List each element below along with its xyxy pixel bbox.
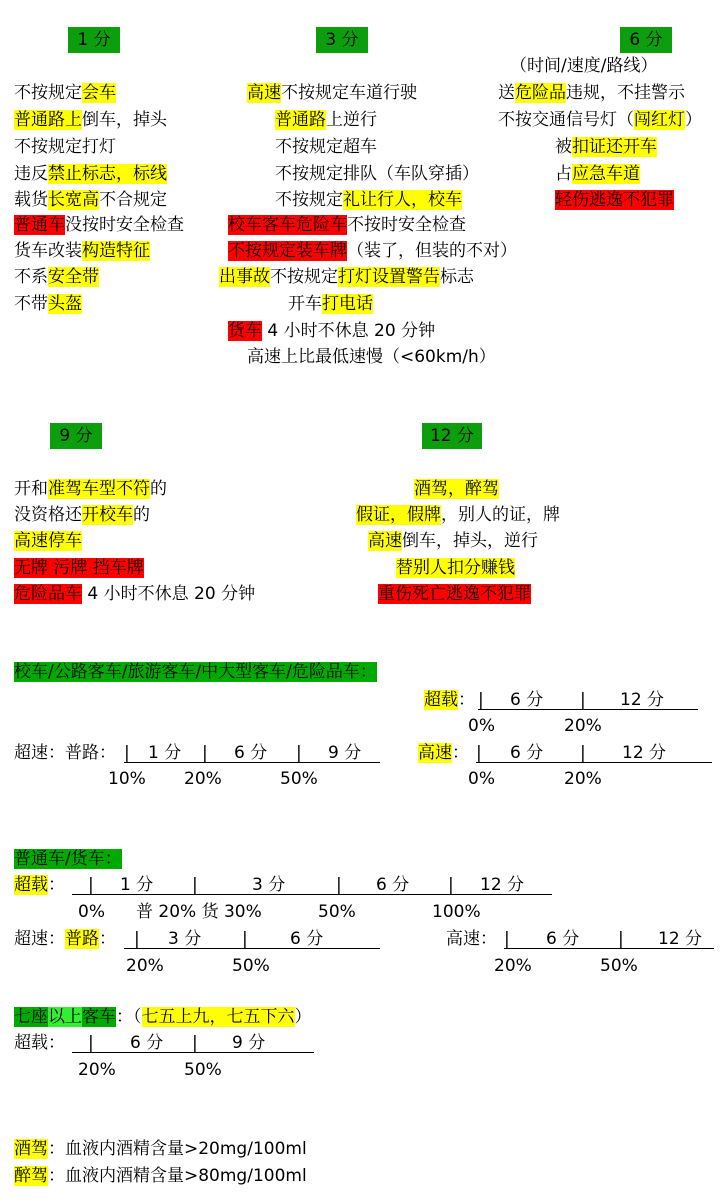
s1-overspeed-label: 超速：普路： — [14, 743, 116, 763]
c3-row-9: 开车打电话 — [288, 294, 373, 314]
s2-os-6: 6 分 — [290, 929, 324, 949]
s1-overload-6: 6 分 — [510, 690, 544, 710]
c1-row-6: 普通车没按时安全检查 — [14, 215, 184, 235]
s2-ol-line — [72, 894, 552, 895]
s3-ol-50: 50% — [184, 1060, 222, 1080]
c9-row-4: 无牌 污牌 挡车牌 — [14, 558, 144, 578]
s2-ol-12: 12 分 — [480, 875, 525, 895]
c9-row-2: 没资格还开校车的 — [14, 505, 150, 525]
c9-row-1: 开和准驾车型不符的 — [14, 479, 167, 499]
s1-os-6: 6 分 — [234, 743, 268, 763]
c1-row-7: 货车改装构造特征 — [14, 241, 150, 261]
s2-ol-1: 1 分 — [120, 875, 154, 895]
s2-os-3: 3 分 — [168, 929, 202, 949]
s1-overload-0: 0% — [468, 716, 495, 736]
c1-row-5: 载货长宽高不合规定 — [14, 190, 167, 210]
s3-ol-9: 9 分 — [232, 1033, 266, 1053]
c1-row-9: 不带头盔 — [14, 294, 82, 314]
s1-os-tick-b: | — [202, 743, 208, 763]
badge-1-point: 1 分 — [68, 27, 120, 53]
s1-overload-tick-a: | — [478, 690, 484, 710]
s1-overload-12: 12 分 — [620, 690, 665, 710]
s2-title: 普通车/货车： — [14, 849, 122, 869]
s1-overload-line — [478, 709, 698, 710]
c1-row-3: 不按规定打灯 — [14, 137, 116, 157]
s2-ol-6: 6 分 — [376, 875, 410, 895]
s2-ol-20-30: 普 20% 货 30% — [136, 902, 262, 922]
time-speed-route-note: （时间/速度/路线） — [510, 56, 658, 76]
s1-os-20: 20% — [184, 769, 222, 789]
s1-hw-12: 12 分 — [622, 743, 667, 763]
s2-os-tick-b: | — [242, 929, 248, 949]
s3-title: 七座以上客车：（七五上九，七五下六） — [14, 1007, 312, 1027]
s1-title: 校车/公路客车/旅游客车/中大型客车/危险品车： — [14, 662, 377, 682]
s3-ol-6: 6 分 — [130, 1033, 164, 1053]
s2-ol-100: 100% — [432, 902, 481, 922]
s1-overload-20: 20% — [564, 716, 602, 736]
s2-os-line — [124, 948, 380, 949]
c12-row-5: 重伤死亡逃逸不犯罪 — [378, 584, 531, 604]
s1-os-9: 9 分 — [328, 743, 362, 763]
c6-row-3: 被扣证还开车 — [555, 137, 657, 157]
badge-9-points: 9 分 — [50, 423, 102, 449]
c6-row-1: 送危险品违规，不挂警示 — [498, 83, 685, 103]
s1-overload-tick-b: | — [580, 690, 586, 710]
s3-ol-line — [72, 1052, 314, 1053]
s1-hw-tick-b: | — [580, 743, 586, 763]
s3-overload-label: 超载： — [14, 1033, 65, 1053]
s2-hw-6: 6 分 — [546, 929, 580, 949]
s2-hw-tick-a: | — [504, 929, 510, 949]
drunk-driving-line: 醉驾：血液内酒精含量>80mg/100ml — [14, 1166, 307, 1186]
c3-row-6: 校车客车危险车不按时安全检查 — [228, 215, 466, 235]
badge-3-points: 3 分 — [316, 27, 368, 53]
c3-row-4: 不按规定排队（车队穿插） — [275, 164, 479, 184]
c3-row-8: 出事故不按规定打灯设置警告标志 — [219, 267, 474, 287]
badge-12-points: 12 分 — [422, 423, 482, 449]
c12-row-3: 高速倒车，掉头，逆行 — [368, 531, 538, 551]
c6-row-2: 不按交通信号灯（闯红灯） — [498, 110, 702, 130]
c12-row-2: 假证，假牌，别人的证，牌 — [356, 505, 560, 525]
s3-ol-20: 20% — [78, 1060, 116, 1080]
s1-os-50: 50% — [280, 769, 318, 789]
s1-hw-line — [476, 762, 712, 763]
s1-os-tick-a: | — [124, 743, 130, 763]
s1-highway-label: 高速： — [418, 743, 469, 763]
c6-row-4: 占应急车道 — [555, 164, 640, 184]
s1-hw-0: 0% — [468, 769, 495, 789]
s1-hw-6: 6 分 — [510, 743, 544, 763]
c9-row-3: 高速停车 — [14, 531, 82, 551]
c3-row-2: 普通路上逆行 — [275, 110, 377, 130]
s2-ol-tick-d: | — [448, 875, 454, 895]
s2-highway-label: 高速： — [446, 929, 497, 949]
c1-row-1: 不按规定会车 — [14, 83, 116, 103]
s2-os-50: 50% — [232, 956, 270, 976]
s1-os-tick-c: | — [296, 743, 302, 763]
s1-overload-label: 超载： — [424, 690, 475, 710]
badge-6-points: 6 分 — [620, 27, 672, 53]
s3-ol-tick-a: | — [88, 1033, 94, 1053]
s2-hw-line — [504, 948, 714, 949]
s1-os-1: 1 分 — [148, 743, 182, 763]
c3-row-10: 货车 4 小时不休息 20 分钟 — [228, 321, 436, 341]
s1-os-line — [124, 762, 380, 763]
s1-hw-tick-a: | — [476, 743, 482, 763]
s2-overload-label: 超载： — [14, 875, 65, 895]
s3-ol-tick-b: | — [192, 1033, 198, 1053]
s2-ol-3: 3 分 — [252, 875, 286, 895]
c3-row-11: 高速上比最低速慢（<60km/h） — [247, 347, 496, 367]
c9-row-5: 危险品车 4 小时不休息 20 分钟 — [14, 584, 256, 604]
s2-hw-12: 12 分 — [658, 929, 703, 949]
c3-row-5: 不按规定礼让行人，校车 — [275, 190, 462, 210]
s2-ol-tick-c: | — [336, 875, 342, 895]
s2-ol-tick-a: | — [88, 875, 94, 895]
c12-row-1: 酒驾，醉驾 — [414, 479, 499, 499]
s2-overspeed-label: 超速：普路： — [14, 929, 116, 949]
c1-row-2: 普通路上倒车，掉头 — [14, 110, 167, 130]
s2-ol-50: 50% — [318, 902, 356, 922]
c1-row-4: 违反禁止标志，标线 — [14, 164, 167, 184]
c3-row-1: 高速不按规定车道行驶 — [247, 83, 417, 103]
s2-hw-tick-b: | — [618, 929, 624, 949]
s2-ol-tick-b: | — [192, 875, 198, 895]
c1-row-8: 不系安全带 — [14, 267, 99, 287]
c12-row-4: 替别人扣分赚钱 — [396, 558, 515, 578]
c3-row-3: 不按规定超车 — [275, 137, 377, 157]
s2-hw-50: 50% — [600, 956, 638, 976]
s1-hw-20: 20% — [564, 769, 602, 789]
s2-hw-20: 20% — [494, 956, 532, 976]
drink-driving-line: 酒驾：血液内酒精含量>20mg/100ml — [14, 1139, 307, 1159]
s2-os-tick-a: | — [134, 929, 140, 949]
s2-ol-0: 0% — [78, 902, 105, 922]
s2-os-20: 20% — [126, 956, 164, 976]
s1-os-10: 10% — [108, 769, 146, 789]
c6-row-5: 轻伤逃逸不犯罪 — [555, 190, 674, 210]
c3-row-7: 不按规定装车牌（装了，但装的不对） — [228, 241, 517, 261]
